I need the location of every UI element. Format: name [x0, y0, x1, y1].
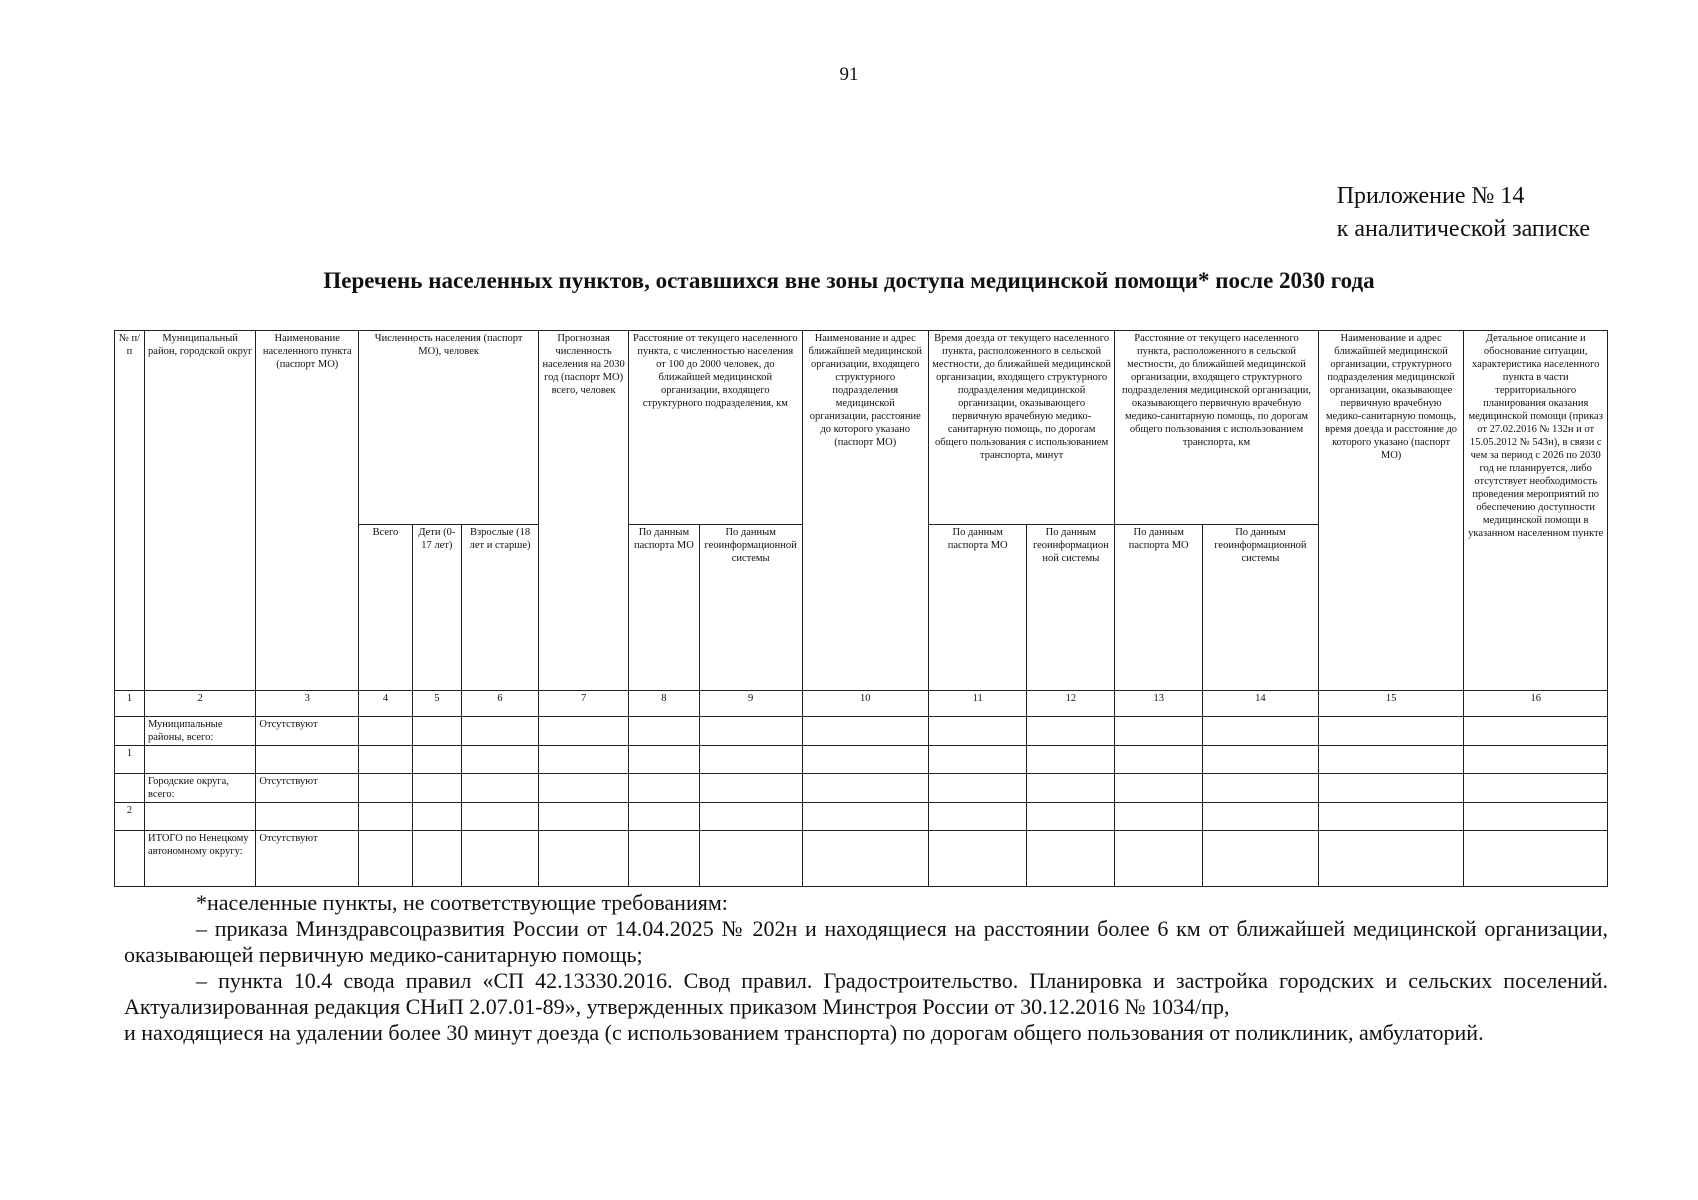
column-number: 3 — [256, 691, 359, 717]
column-number: 11 — [928, 691, 1027, 717]
row-settlement — [256, 803, 359, 831]
appendix-line-2: к аналитической записке — [1336, 216, 1590, 242]
row-number — [115, 717, 145, 746]
row-number — [115, 831, 145, 887]
header-district: Муниципальный район, городской округ — [144, 331, 255, 691]
column-number: 10 — [802, 691, 928, 717]
row-district: ИТОГО по Ненецкому автономному округу: — [144, 831, 255, 887]
column-number: 13 — [1115, 691, 1203, 717]
table-row-total — [115, 831, 1608, 887]
column-number: 15 — [1318, 691, 1464, 717]
row-settlement: Отсутствуют — [256, 717, 359, 746]
column-number-row — [115, 691, 1608, 717]
column-number: 14 — [1203, 691, 1319, 717]
header-rural-gis: По данным геоинформационной системы — [1203, 525, 1319, 691]
header-rural-passport: По данным паспорта МО — [1115, 525, 1203, 691]
column-number: 2 — [144, 691, 255, 717]
row-number: 2 — [115, 803, 145, 831]
header-number: № п/п — [115, 331, 145, 691]
header-population-total: Всего — [359, 525, 413, 691]
appendix-line-1: Приложение № 14 — [1336, 183, 1525, 209]
header-time-passport: По данным паспорта МО — [928, 525, 1027, 691]
footnote-item-1: – приказа Минздравсоцразвития России от 14.04.2025 № 202н и находящиеся на расстоянии более 6 км от ближайшей медицинской организации, оказывающей первичную медико-санитарную помощь; — [124, 916, 1608, 967]
row-number — [115, 774, 145, 803]
settlements-table — [114, 330, 1608, 887]
header-population-adults: Взрослые (18 лет и старше) — [461, 525, 538, 691]
row-district: Муниципальные районы, всего: — [144, 717, 255, 746]
header-population-children: Дети (0-17 лет) — [412, 525, 461, 691]
column-number: 7 — [539, 691, 629, 717]
column-number: 5 — [412, 691, 461, 717]
column-number: 12 — [1027, 691, 1115, 717]
header-distance-gis: По данным геоинформационной системы — [699, 525, 802, 691]
footnote — [124, 890, 1608, 1046]
document-title: Перечень населенных пунктов, оставшихся вне зоны доступа медицинской помощи* после 2030 года — [323, 268, 1375, 293]
column-number: 16 — [1464, 691, 1608, 717]
header-time-gis: По данным геоинформационной системы — [1027, 525, 1115, 691]
column-number: 4 — [359, 691, 413, 717]
footnote-intro: *населенные пункты, не соответствующие требованиям: — [196, 890, 728, 915]
page-number: 91 — [839, 64, 859, 85]
footnote-item-2-continued: и находящиеся на удалении более 30 минут доезда (с использованием транспорта) по дорогам общего пользования от поликлиник, амбулаторий. — [124, 1020, 1484, 1045]
header-travel-time: Время доезда от текущего населенного пункта, расположенного в сельской местности, до ближайшей медицинской организации, входящего структурного подразделения медицинской организации, оказывающего первичную врачебную медико-санитарную помощь, по дорогам общего пользования с использованием транспорта, минут — [928, 331, 1114, 525]
header-distance-mo: Расстояние от текущего населенного пункта, с численностью населения от 100 до 2000 человек, до ближайшей медицинской организации, входящего структурного подразделения, км — [629, 331, 803, 525]
column-number: 6 — [461, 691, 538, 717]
header-nearest-mo: Наименование и адрес ближайшей медицинской организации, входящего структурного подразделения медицинской организации, расстояние до которого указано (паспорт МО) — [802, 331, 928, 691]
table-row — [115, 717, 1608, 746]
footnote-item-2: – пункта 10.4 свода правил «СП 42.13330.2016. Свод правил. Градостроительство. Планировка и застройка городских и сельских поселений. Актуализированная редакция СНиП 2.07.01-89», утвержденных приказом Минстроя России от 30.12.2016 № 1034/пр, — [124, 968, 1608, 1019]
appendix-label — [1337, 180, 1590, 246]
row-district — [144, 746, 255, 774]
header-settlement: Наименование населенного пункта (паспорт МО) — [256, 331, 359, 691]
header-forecast-2030: Прогнозная численность населения на 2030 год (паспорт МО) всего, человек — [539, 331, 629, 691]
header-population: Численность населения (паспорт МО), человек — [359, 331, 539, 525]
row-settlement — [256, 746, 359, 774]
header-nearest-primary-care: Наименование и адрес ближайшей медицинской организации, структурного подразделения медицинской организации, оказывающее первичную врачебную медико-санитарную помощь, время доезда и расстояние до которого указано (паспорт МО) — [1318, 331, 1464, 691]
header-distance-passport: По данным паспорта МО — [629, 525, 700, 691]
column-number: 8 — [629, 691, 700, 717]
column-number: 9 — [699, 691, 802, 717]
row-settlement: Отсутствуют — [256, 831, 359, 887]
row-settlement: Отсутствуют — [256, 774, 359, 803]
header-description: Детальное описание и обоснование ситуации, характеристика населенного пункта в части территориального планирования оказания медицинской помощи (приказ от 27.02.2016 № 132н и от 15.05.2012 № 543н), в связи с чем за период с 2026 по 2030 год не планируется, либо отсутствует необходимость проведения мероприятий по обеспечению доступности медицинской помощи в указанном населенном пункте — [1464, 331, 1608, 691]
header-distance-rural: Расстояние от текущего населенного пункта, расположенного в сельской местности, до ближайшей медицинской организации, входящего структурного подразделения медицинской организации, оказывающего первичную врачебную медико-санитарную помощь, по дорогам общего пользования с использованием транспорта, км — [1115, 331, 1318, 525]
column-number: 1 — [115, 691, 145, 717]
table-row — [115, 803, 1608, 831]
table-row — [115, 746, 1608, 774]
table-row — [115, 774, 1608, 803]
row-number: 1 — [115, 746, 145, 774]
row-district — [144, 803, 255, 831]
row-district: Городские округа, всего: — [144, 774, 255, 803]
